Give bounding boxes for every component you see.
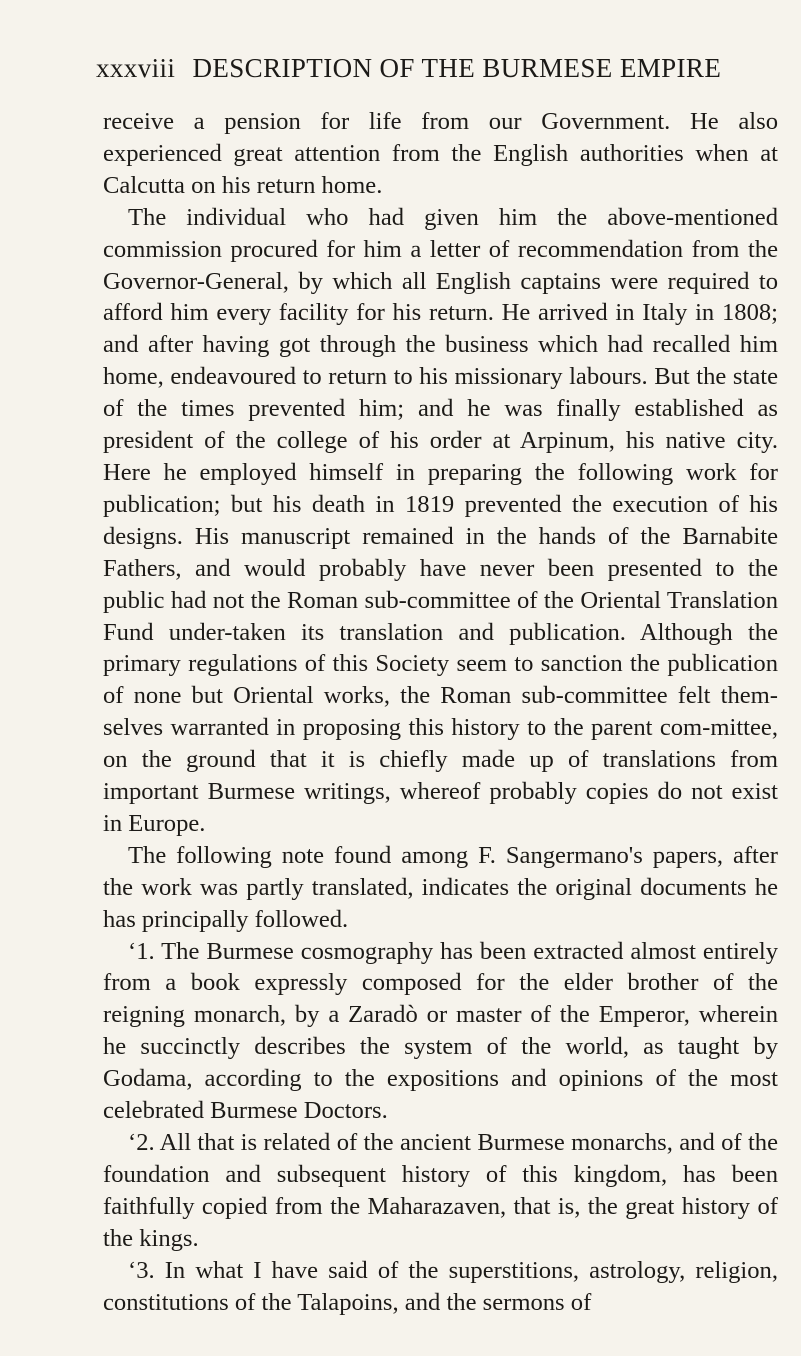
running-header (96, 52, 776, 84)
running-title: DESCRIPTION OF THE BURMESE EMPIRE (192, 53, 722, 83)
body-text (103, 106, 778, 1318)
paragraph-continuation: receive a pension for life from our Government. He also experienced great attention from the English authorities when at Calcutta on his return home. (103, 108, 778, 199)
paragraph-recommendation-letter: The individual who had given him the above-mentioned commission procured for him a letter of recommendation from the Governor-General, by which all English captains were required to afford him every facility for his return. He arrived in Italy in 1808; and after having got through the business which had recalled him home, endeavoured to return to his missionary labours. But the state of the times prevented him; and he was finally established as president of the college of his order at Arpinum, his native city. Here he employed himself in preparing the following work for publication; but his death in 1819 prevented the execution of his designs. His manuscript remained in the hands of the Barnabite Fathers, and would probably have never been presented to the public had not the Roman sub-committee of the Oriental Translation Fund under-taken its translation and publication. Although the primary regulations of this Society seem to sanction the publication of none but Oriental works, the Roman sub-committee felt them-selves warranted in proposing this history to the parent com-mittee, on the ground that it is chiefly made up of translations from important Burmese writings, whereof probably copies do not exist in Europe. (103, 203, 778, 837)
paragraph-sangermano-note: The following note found among F. Sangermano's papers, after the work was partly translated, indicates the original documents he has principally followed. (103, 841, 778, 933)
paragraph-note-item-3: ‘3. In what I have said of the superstitions, astrology, religion, constitutions of the Talapoins, and the sermons of (103, 1256, 778, 1316)
page-number: xxxviii (96, 53, 176, 83)
paragraph-note-item-1: ‘1. The Burmese cosmography has been extracted almost entirely from a book expressly composed for the elder brother of the reigning monarch, by a Zaradò or master of the Emperor, wherein he succinctly describes the system of the world, as taught by Godama, according to the expositions and opinions of the most celebrated Burmese Doctors. (103, 937, 778, 1125)
paragraph-note-item-2: ‘2. All that is related of the ancient Burmese monarchs, and of the foundation and subsequent history of this kingdom, has been faithfully copied from the Maharazaven, that is, the great history of the kings. (103, 1129, 778, 1252)
